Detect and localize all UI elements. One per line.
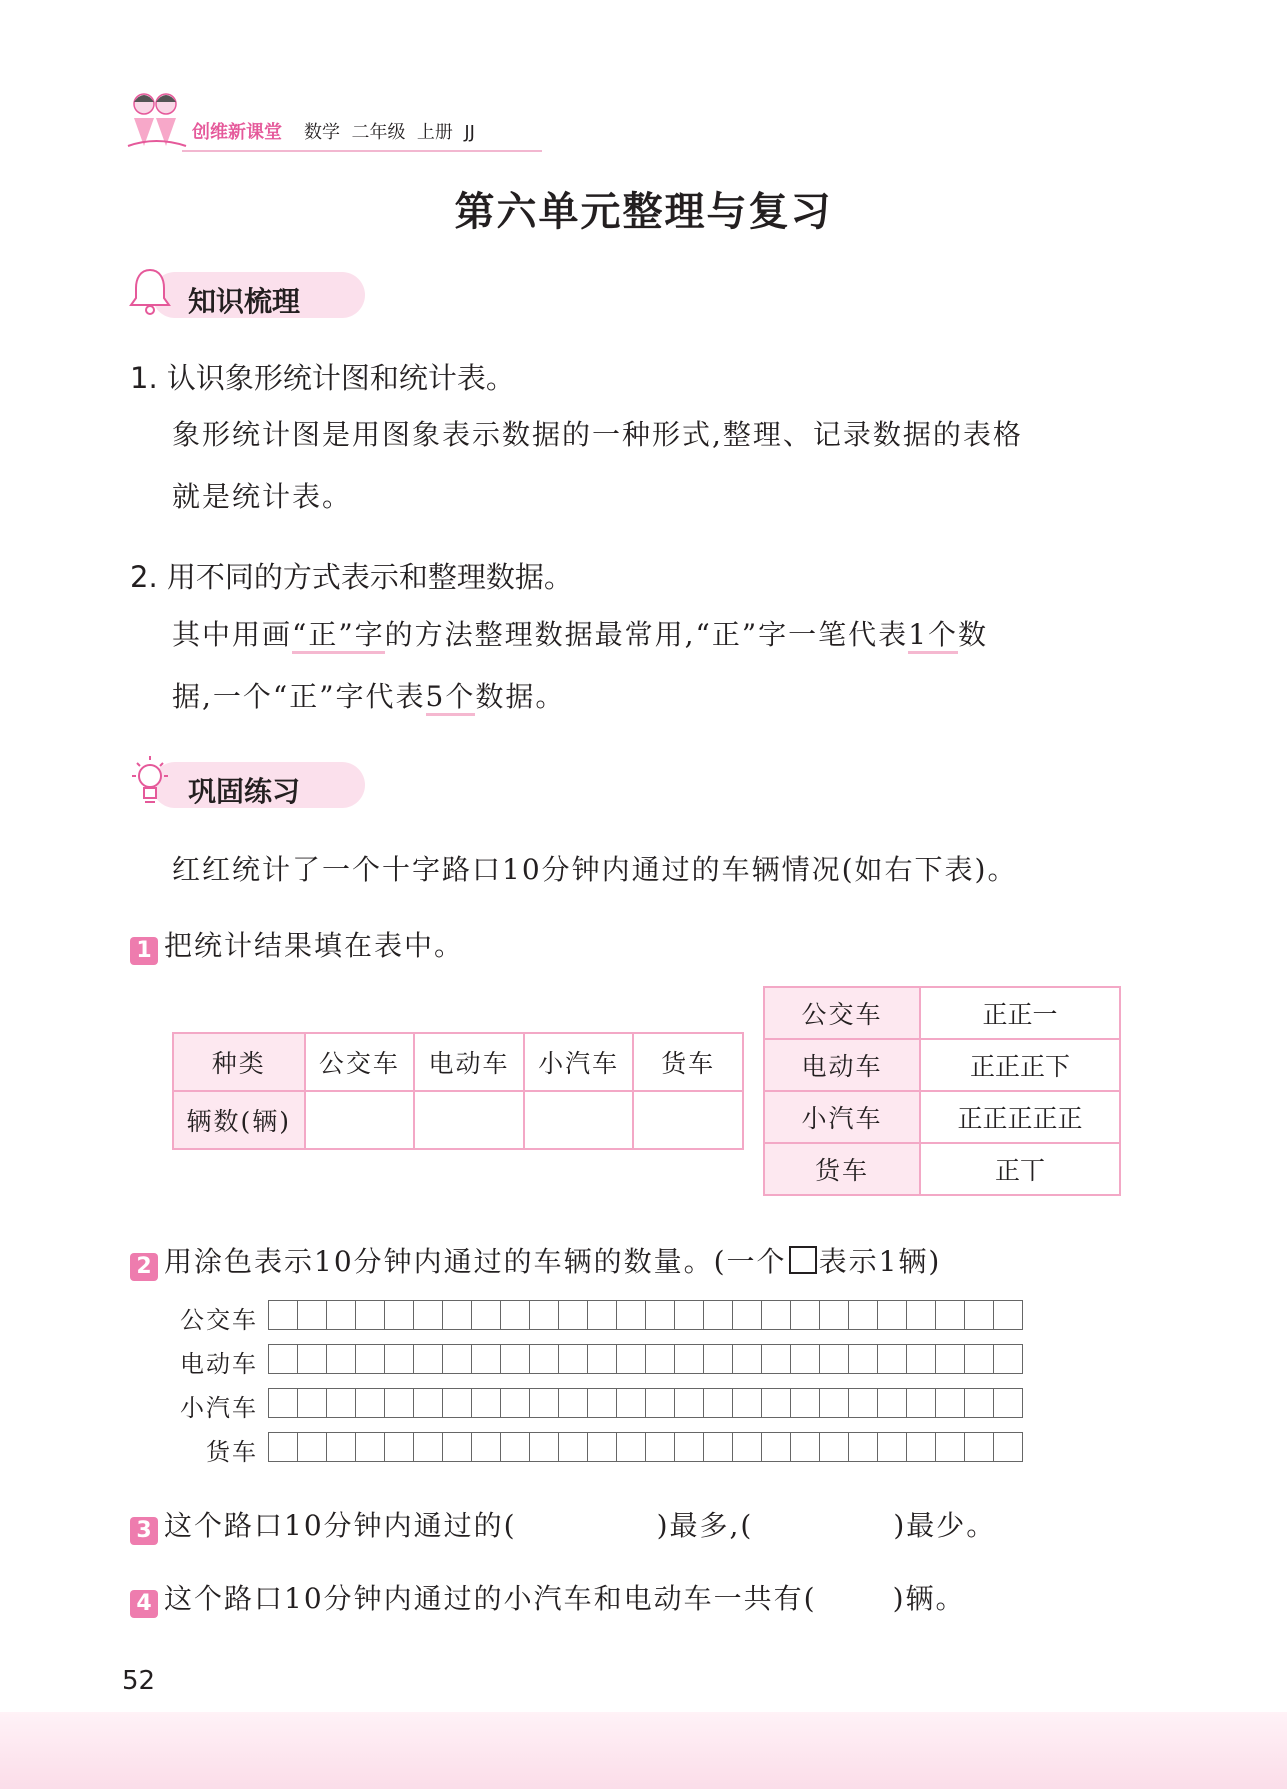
grid-cell[interactable] [675, 1300, 704, 1330]
grid-cell[interactable] [530, 1432, 559, 1462]
grid-cell[interactable] [298, 1388, 327, 1418]
grid-cell[interactable] [588, 1388, 617, 1418]
grid-cell[interactable] [501, 1388, 530, 1418]
table-header-cell: 货车 [633, 1033, 743, 1091]
highlight-five: 5个 [426, 680, 476, 716]
grid-cell[interactable] [849, 1432, 878, 1462]
knowledge-item1-title: 1. 认识象形统计图和统计表。 [130, 361, 515, 395]
grid-cell[interactable] [936, 1344, 965, 1374]
question-4 [130, 1577, 966, 1618]
table-header-cell: 公交车 [305, 1033, 415, 1091]
question-2 [130, 1240, 941, 1281]
grid-cell[interactable] [443, 1388, 472, 1418]
grid-cell[interactable] [501, 1344, 530, 1374]
question-text: 这个路口10分钟内通过的小汽车和电动车一共有( [164, 1582, 817, 1615]
grid-cell[interactable] [269, 1432, 298, 1462]
grid-cell[interactable] [878, 1344, 907, 1374]
grid-cell[interactable] [385, 1300, 414, 1330]
question-text: )最多,( [656, 1509, 754, 1542]
grid-cell[interactable] [965, 1344, 994, 1374]
table-header-cell: 电动车 [414, 1033, 524, 1091]
grid-cell[interactable] [501, 1300, 530, 1330]
brand-name: 创维新课堂 [192, 122, 282, 143]
page-number: 52 [122, 1666, 156, 1696]
grid-cell[interactable] [472, 1300, 501, 1330]
answer-cell-ebike[interactable] [414, 1091, 524, 1149]
grid-cell[interactable] [269, 1300, 298, 1330]
question-text: 把统计结果填在表中。 [164, 929, 465, 962]
grid-cell[interactable] [994, 1432, 1023, 1462]
knowledge-item2-line2 [172, 666, 565, 728]
grid-cell[interactable] [559, 1300, 588, 1330]
grid-cell[interactable] [704, 1344, 733, 1374]
tally-marks: 正正正下 [920, 1039, 1120, 1091]
text-segment: 据,一个“正”字代表 [172, 680, 426, 713]
grid-cell[interactable] [327, 1388, 356, 1418]
grid-cell[interactable] [820, 1432, 849, 1462]
grid-cell[interactable] [965, 1432, 994, 1462]
highlight-one: 1个 [908, 618, 958, 654]
question-text: )最少。 [893, 1509, 997, 1542]
grid-cell[interactable] [646, 1344, 675, 1374]
answer-cell-car[interactable] [524, 1091, 634, 1149]
grid-cell[interactable] [617, 1344, 646, 1374]
grid-cell[interactable] [327, 1300, 356, 1330]
grid-cell[interactable] [907, 1432, 936, 1462]
grid-row-label: 小汽车 [180, 1394, 258, 1422]
grid-cell[interactable] [791, 1300, 820, 1330]
grid-cell[interactable] [356, 1388, 385, 1418]
grid-cell[interactable] [878, 1432, 907, 1462]
grid-cell[interactable] [907, 1388, 936, 1418]
grid-cell[interactable] [414, 1344, 443, 1374]
grid-cell[interactable] [356, 1344, 385, 1374]
table-row-label: 辆数(辆) [173, 1091, 305, 1149]
grid-cell[interactable] [733, 1432, 762, 1462]
text-segment: 其中用画 [172, 618, 293, 651]
square-icon [789, 1246, 817, 1274]
grid-cell[interactable] [762, 1300, 791, 1330]
grid-cell[interactable] [791, 1388, 820, 1418]
grid-cell[interactable] [733, 1344, 762, 1374]
section-label: 巩固练习 [188, 775, 301, 808]
grid-cell[interactable] [530, 1388, 559, 1418]
tally-marks: 正正正正正 [920, 1091, 1120, 1143]
grid-cells[interactable] [268, 1432, 1023, 1462]
grid-cell[interactable] [704, 1300, 733, 1330]
question-number: 3 [130, 1517, 158, 1545]
knowledge-item2-line1 [172, 604, 988, 666]
grid-cell[interactable] [472, 1432, 501, 1462]
knowledge-item2-title: 2. 用不同的方式表示和整理数据。 [130, 560, 573, 594]
grid-cell[interactable] [327, 1432, 356, 1462]
grid-cell[interactable] [414, 1432, 443, 1462]
grid-cell[interactable] [530, 1300, 559, 1330]
question-number: 2 [130, 1253, 158, 1281]
grid-cell[interactable] [588, 1432, 617, 1462]
grid-cell[interactable] [646, 1388, 675, 1418]
grid-cell[interactable] [791, 1344, 820, 1374]
grid-cell[interactable] [704, 1388, 733, 1418]
question-text: 这个路口10分钟内通过的( [164, 1509, 517, 1542]
page-title: 第六单元整理与复习 [454, 189, 833, 235]
answer-cell-truck[interactable] [633, 1091, 743, 1149]
grid-cell[interactable] [559, 1388, 588, 1418]
section-label: 知识梳理 [188, 285, 301, 318]
grid-cell[interactable] [762, 1388, 791, 1418]
question-number: 4 [130, 1590, 158, 1618]
grid-row-label: 货车 [206, 1438, 258, 1466]
question-text: )辆。 [892, 1582, 966, 1615]
grid-cell[interactable] [675, 1432, 704, 1462]
grid-cell[interactable] [269, 1388, 298, 1418]
table-header-cell: 小汽车 [524, 1033, 634, 1091]
grid-cell[interactable] [994, 1300, 1023, 1330]
highlight-zheng: “正”字 [292, 618, 385, 654]
grid-cell[interactable] [298, 1300, 327, 1330]
grid-cell[interactable] [762, 1344, 791, 1374]
grid-cell[interactable] [559, 1344, 588, 1374]
grid-cell[interactable] [791, 1432, 820, 1462]
grid-cell[interactable] [907, 1344, 936, 1374]
grid-cell[interactable] [907, 1300, 936, 1330]
grid-cell[interactable] [443, 1432, 472, 1462]
footer-band [0, 1712, 1287, 1789]
grid-cell[interactable] [588, 1300, 617, 1330]
tally-vehicle-name: 电动车 [764, 1039, 920, 1091]
grid-cells[interactable] [268, 1388, 1023, 1418]
grid-cell[interactable] [849, 1388, 878, 1418]
grid-cell[interactable] [559, 1432, 588, 1462]
section-practice [128, 762, 448, 808]
tally-table [763, 986, 1121, 1196]
grid-cell[interactable] [269, 1344, 298, 1374]
table-header-cell: 种类 [173, 1033, 305, 1091]
grid-cell[interactable] [443, 1344, 472, 1374]
grid-row-label: 电动车 [180, 1350, 258, 1378]
kids-logo-icon [126, 88, 188, 152]
grid-cell[interactable] [414, 1388, 443, 1418]
grid-cell[interactable] [849, 1344, 878, 1374]
page-header [126, 88, 546, 158]
fill-in-table [172, 1032, 744, 1150]
grid-row-ebike [0, 1344, 1287, 1378]
knowledge-item1-line1: 象形统计图是用图象表示数据的一种形式,整理、记录数据的表格 [172, 418, 1023, 451]
coloring-grids [0, 1300, 1287, 1470]
grid-cell[interactable] [820, 1300, 849, 1330]
grid-cell[interactable] [675, 1344, 704, 1374]
question-number: 1 [130, 937, 158, 965]
grid-cell[interactable] [733, 1388, 762, 1418]
grid-cell[interactable] [501, 1432, 530, 1462]
grid-cell[interactable] [646, 1300, 675, 1330]
grid-cell[interactable] [385, 1388, 414, 1418]
grid-cells[interactable] [268, 1300, 1023, 1330]
subject-info: 数学 二年级 上册 JJ [304, 122, 475, 143]
grid-cell[interactable] [588, 1344, 617, 1374]
grid-cell[interactable] [530, 1344, 559, 1374]
grid-cell[interactable] [617, 1432, 646, 1462]
grid-cell[interactable] [965, 1300, 994, 1330]
question-1 [130, 924, 464, 965]
text-segment: 的方法整理数据最常用,“正”字一笔代表 [384, 618, 909, 651]
tally-marks: 正正一 [920, 987, 1120, 1039]
grid-cell[interactable] [472, 1388, 501, 1418]
grid-cell[interactable] [820, 1388, 849, 1418]
grid-cell[interactable] [965, 1388, 994, 1418]
text-segment: 数 [958, 618, 989, 651]
grid-cell[interactable] [994, 1344, 1023, 1374]
tally-vehicle-name: 公交车 [764, 987, 920, 1039]
grid-row-truck [0, 1432, 1287, 1466]
grid-cell[interactable] [675, 1388, 704, 1418]
grid-cells[interactable] [268, 1344, 1023, 1374]
header-divider [182, 150, 542, 152]
grid-cell[interactable] [704, 1432, 733, 1462]
question-text: 用涂色表示10分钟内通过的车辆的数量。(一个 [164, 1245, 787, 1278]
question-3 [130, 1504, 996, 1545]
grid-cell[interactable] [936, 1388, 965, 1418]
tally-vehicle-name: 小汽车 [764, 1091, 920, 1143]
grid-cell[interactable] [878, 1300, 907, 1330]
grid-row-bus [0, 1300, 1287, 1334]
grid-cell[interactable] [356, 1432, 385, 1462]
grid-cell[interactable] [327, 1344, 356, 1374]
grid-cell[interactable] [385, 1344, 414, 1374]
grid-cell[interactable] [733, 1300, 762, 1330]
section-knowledge [128, 272, 448, 318]
grid-cell[interactable] [298, 1344, 327, 1374]
grid-cell[interactable] [820, 1344, 849, 1374]
tally-vehicle-name: 货车 [764, 1143, 920, 1195]
grid-row-label: 公交车 [180, 1306, 258, 1334]
grid-cell[interactable] [994, 1388, 1023, 1418]
question-text: 表示1辆) [818, 1245, 942, 1278]
grid-cell[interactable] [617, 1388, 646, 1418]
grid-cell[interactable] [414, 1300, 443, 1330]
lightbulb-icon [128, 754, 172, 810]
grid-cell[interactable] [472, 1344, 501, 1374]
grid-cell[interactable] [298, 1432, 327, 1462]
grid-cell[interactable] [936, 1432, 965, 1462]
grid-row-car [0, 1388, 1287, 1422]
grid-cell[interactable] [849, 1300, 878, 1330]
grid-cell[interactable] [443, 1300, 472, 1330]
grid-cell[interactable] [762, 1432, 791, 1462]
text-segment: 数据。 [475, 680, 566, 713]
grid-cell[interactable] [878, 1388, 907, 1418]
grid-cell[interactable] [385, 1432, 414, 1462]
grid-cell[interactable] [646, 1432, 675, 1462]
grid-cell[interactable] [617, 1300, 646, 1330]
tally-marks: 正丅 [920, 1143, 1120, 1195]
answer-cell-bus[interactable] [305, 1091, 415, 1149]
practice-intro: 红红统计了一个十字路口10分钟内通过的车辆情况(如右下表)。 [172, 853, 1018, 886]
grid-cell[interactable] [356, 1300, 385, 1330]
grid-cell[interactable] [936, 1300, 965, 1330]
knowledge-item1-line2: 就是统计表。 [172, 480, 353, 513]
bell-icon [128, 264, 172, 320]
